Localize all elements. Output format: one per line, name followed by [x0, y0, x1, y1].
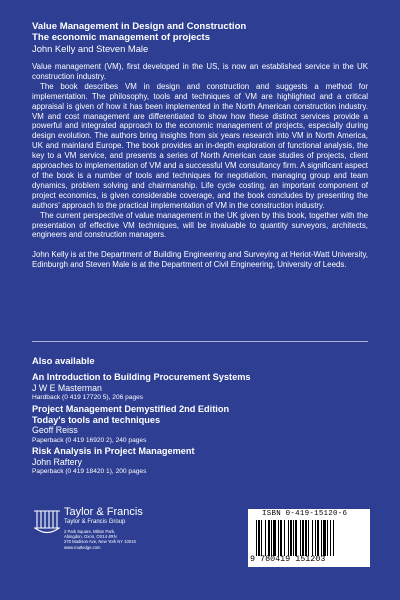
book-title: Value Management in Design and Construction	[32, 21, 247, 32]
address-line: Abingdon, Oxon, OX14 4RN	[64, 534, 117, 540]
related-book-detail: Hardback (0 419 17720 5), 206 pages	[32, 394, 144, 401]
barcode-box	[248, 509, 370, 567]
book-subtitle: The economic management of projects	[32, 32, 211, 43]
ean-number: 9 780419 151203	[250, 554, 326, 564]
related-book-author: Geoff Reiss	[32, 425, 78, 435]
barcode-icon	[256, 520, 362, 556]
related-book-title-line2: Today's tools and techniques	[32, 414, 161, 425]
description	[32, 62, 368, 270]
publisher-address	[64, 529, 136, 550]
related-book-title: An Introduction to Building Procurement Systems	[32, 372, 251, 382]
related-book-detail: Paperback (0 419 16920 2), 240 pages	[32, 436, 147, 444]
related-book-title: Project Management Demystified 2nd Edition	[32, 404, 230, 414]
address-line: 270 Madison Ave, New York NY 10016	[64, 539, 136, 545]
related-book-author: John Raftery	[32, 456, 82, 467]
section-divider	[32, 341, 368, 342]
author-bio: John Kelly is at the Department of Building Engineering and Surveying at Heriot-Watt University, Edinburgh and Steven Male is at the Department of Civil Engineering, University of Leeds.	[32, 250, 368, 270]
also-available-heading: Also available	[32, 355, 95, 366]
address-line: 2 Park Square, Milton Park,	[64, 529, 116, 534]
related-book-author: J W E Masterman	[32, 382, 102, 393]
publisher-group: Taylor & Francis Group	[64, 519, 126, 525]
publisher-name: Taylor & Francis	[64, 506, 143, 518]
related-book-detail: Paperback (0 419 18420 1), 200 pages	[32, 468, 147, 475]
publisher-block	[28, 506, 188, 566]
related-book-title: Risk Analysis in Project Management	[32, 446, 195, 456]
related-book	[32, 372, 368, 402]
related-book	[32, 404, 368, 445]
description-paragraph: The book describes VM in design and construction and suggests a method for implementation. The philosophy, tools and techniques of VM are highlighted and a critical appraisal is given of how it has been implemented in the North American construction industry. VM and cost management are differentiated to show how these distinct services provide a powerful and integrated approach to the economic management of projects, especially during design evolution. The authors bring insights from six years research into VM in North America, UK and mainland Europe. The book provides an in-depth exploration of functional analysis, the key to a VM service, and presents a series of North American case studies of projects, client approaches to implementation of VM and a successful VM consultancy firm. A significant aspect of the book is a number of tools and techniques for negotiation, managing group and team dynamics, problem solving and chairmanship. Life cycle costing, an important component of project economics, is given considerable coverage, and the book concludes by presenting the authors' approach to the practical implementation of VM in the construction industry.	[32, 81, 368, 210]
address-line: www.routledge.com	[64, 544, 101, 550]
description-paragraph: Value management (VM), first developed in the US, is now an established service in the UK construction industry.	[32, 62, 368, 81]
publisher-logo-icon	[32, 507, 62, 537]
related-book	[32, 446, 368, 476]
isbn-label: ISBN 0-419-15120-6	[262, 510, 348, 518]
description-paragraph: The current perspective of value management in the UK given by this book, together with the presentation of effective VM techniques, will be invaluable to quantity surveyors, architects, engineers and construction managers.	[32, 210, 368, 240]
book-authors: John Kelly and Steven Male	[32, 43, 149, 54]
